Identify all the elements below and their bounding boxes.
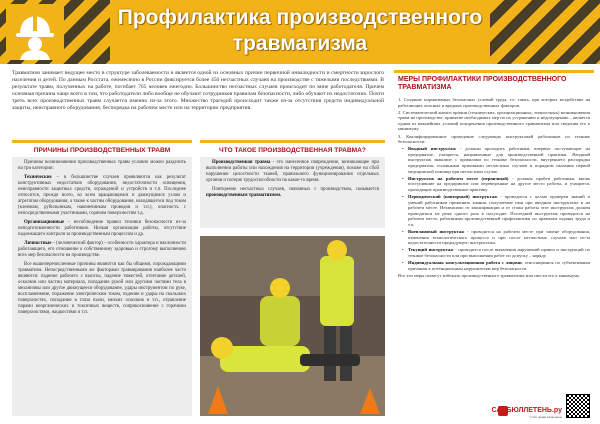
definition-text: Производственная травма - это нанесенное повреждение, возникающее при выполнении работы или нахождения на территории (учреждения), похоже на сбой нарушение целостности тканей, правильного функционирования отдельных органов и потерю трудоспособности на какое-то время. xyxy=(206,160,379,183)
brand-name[interactable]: САНБЮЛЛЕТЕНЬ.ру xyxy=(491,407,562,414)
measure-item: 1. Создание нормативных безопасных условий труда, т.е. таких, при которых воздействие на работающих опасных и вредных производственных факторов. xyxy=(398,97,590,108)
causes-organizational: Организационные – несоблюдение правил техники безопасности из-за неподготовленности работников. Низкая организация работы, отсутствие надлежащего контроля за производственным процессом и др. xyxy=(18,220,186,237)
briefing-item: • Индивидуальная консультационная работа с лицами, относящимися по субъективным причинам к потенциальным нарушителям мер безопасности. xyxy=(398,260,590,271)
briefing-item: • Вводный инструктаж - должны проходить работники, впервые поступающие на предприятие, учащиеся, направленные для производственной практики. Вводный инструктаж знакомит с правилами по технике безопасности, внутреннего распорядка предприятия, основными причинами несчастных случаев и порядком оказания первой медицинской помощи при несчастном случае. xyxy=(398,146,590,174)
causes-factors: Все вышеперечисленные причины являются как бы общими, порождающими травматизм. Непосредственными же факторами травмирования наиболее часто являются: падение рабочего с высоты, падение тяжестей, отлетание деталей, осколков или частиц материала, попадание рукой или другими частями тела в механизмы или другое движущееся оборудование, удары инструментом по руке, воспламенение, поражение электрическим током, падение и удары на скользких поверхностях, попадание в глаза пыли, мелких осколков и т.п., отравление парами неорганических и токсичных веществ, соприкосновение с горячими поверхностями, жидкостями и т.п. xyxy=(18,262,186,315)
copyright-text: © все права защищены xyxy=(529,415,562,419)
definition-title: ЧТО ТАКОЕ ПРОИЗВОДСТВЕННАЯ ТРАВМА? xyxy=(200,140,385,157)
briefing-item: • Текущий инструктаж - проводится после выявления нарушений правил и инструкций по технике безопасности или при выполнении работ по допуску – наряду. xyxy=(398,247,590,258)
measures-section xyxy=(394,70,594,416)
measure-item: 3. Квалифицированное проведение следующих инструктажей работников по технике безопасности: xyxy=(398,133,590,145)
briefing-item: • Инструктаж на рабочем месте (первичный) - должны пройти работники, вновь поступившие на предприятие или переведенные на другое место работы, и учащиеся, проходящие производственное практику. xyxy=(398,176,590,193)
causes-personal: Личностные – (человеческий фактор) – особенности характера и наклонности работающего, его отношение к собственному здоровью и строгому выполнению всех мер безопасности на производстве. xyxy=(18,241,186,258)
briefing-item: • Периодический (повторный) инструктаж - проводится с целью проверки знаний и умений работников применять знания, получаемые ими при вводном инструктаже и на рабочем месте. Независимо от квалификации и от стажа работы этот инструктаж должен проводиться не реже одного раза в полугодие. Последний инструктаж проводится на рабочем месте, работникам производственной профилактики по правилам охраны труда и т.п. xyxy=(398,194,590,228)
header-banner xyxy=(0,0,600,64)
injured-worker-photo-icon xyxy=(200,236,385,416)
causes-title: ПРИЧИНЫ ПРОИЗВОДСТВЕННЫХ ТРАВМ xyxy=(12,140,192,157)
definition-trauma: Повторение несчастных случаев, связанных с производством, называется производственным травматизмом. xyxy=(206,187,379,198)
page-title: Профилактика производственного травматизма xyxy=(117,6,483,55)
footer xyxy=(394,380,594,420)
measures-title: МЕРЫ ПРОФИЛАКТИКИ ПРОИЗВОДСТВЕННОГО ТРАВМАТИЗМА xyxy=(394,70,594,94)
causes-technical: Технические – в большинстве случаев проявляются как результат конструктивных недостатков оборудования, недостаточности освещения, неисправности защитных средств, ограждений и устройств и т.п. Последнее относится, прежде всего, ко всем вращающимся и движущимся узлам и агрегатам оборудования, а также к частям оборудования, находящегося под током (клеммам, рубильникам, наконечникам проводов и т.п.), опасность с непосредственными участниками, горячим поверхностям т.д. xyxy=(18,175,186,216)
worker-hardhat-icon xyxy=(6,4,64,60)
intro-paragraph: Травматизм занимает ведущее место в структуре заболеваемости и является одной из основных причин первичной инвалидности и смертности взрослого населения и детей. По данным Росстата, ежемесячно в России фиксируется более 450 несчастных случаев на производстве с тяжелыми последствиями. В результате травм, полученных на работе, погибает 765 человек ежегодно. Большинство несчастных случаев происходит по вине работодателя. Причем основная причина чаще всего в том, что работодатели либо вообще не обучают сотрудников правилам безопасности, либо обучают их недостаточно. Почти треть всех производственных травм случается именно из-за этого. Множество трагедий происходит также из-за отсутствия средств индивидуальной защиты, неисправного оборудования, беспорядка на рабочем месте или на территории предприятия. xyxy=(12,70,384,111)
qr-code-icon[interactable] xyxy=(566,394,590,418)
causes-section xyxy=(12,140,192,416)
definition-section xyxy=(200,140,385,228)
briefing-item: • Внеплановый инструктаж - проводится на рабочем месте при замене оборудования, изменения технологического процесса и при после несчастных случаев или из-за недостаточности предыдущего инструктажа. xyxy=(398,229,590,246)
causes-intro: Причины возникновения производственных травм условно можно разделить на три категории: xyxy=(18,160,186,171)
measures-closing: Все эти меры помогут избежать производственного травматизма или свести его к минимуму. xyxy=(398,272,581,278)
measure-item: 2. Систематический анализ причин (технических, организационных, личностных) возникновения травм на производстве, принятие необходимых мер по их устранению и недопущению – является одним из важнейших условий искоренения производственного травматизма или сведения его к минимуму. xyxy=(398,109,590,132)
